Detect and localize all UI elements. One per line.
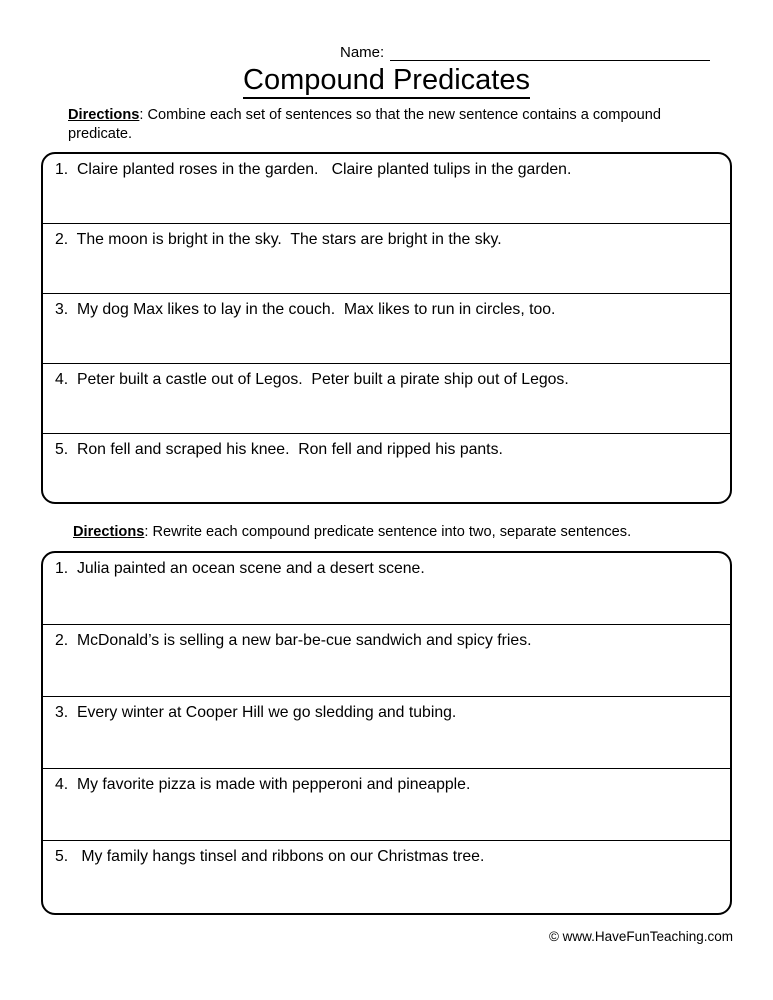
question-text: 1. Julia painted an ocean scene and a desert scene. (55, 560, 425, 577)
question-text: 3. My dog Max likes to lay in the couch. Max likes to run in circles, too. (55, 301, 556, 318)
answer-box-1 (41, 152, 732, 504)
question-text: 3. Every winter at Cooper Hill we go sledding and tubing. (55, 704, 457, 721)
answer-row[interactable] (43, 434, 730, 504)
answer-row[interactable] (43, 841, 730, 915)
answer-row[interactable] (43, 553, 730, 625)
question-text: 2. McDonald’s is selling a new bar-be-cue sandwich and spicy fries. (55, 632, 532, 649)
question-text: 5. My family hangs tinsel and ribbons on our Christmas tree. (55, 848, 485, 865)
directions-label-2: Directions (73, 524, 145, 540)
directions-text-1: : Combine each set of sentences so that the new sentence contains a compound predicate. (68, 107, 662, 142)
answer-row[interactable] (43, 294, 730, 364)
question-text: 4. Peter built a castle out of Legos. Peter built a pirate ship out of Legos. (55, 371, 569, 388)
answer-row[interactable] (43, 364, 730, 434)
directions-1 (68, 106, 688, 144)
directions-2 (73, 523, 713, 542)
name-field-row (340, 44, 710, 61)
question-text: 5. Ron fell and scraped his knee. Ron fell and ripped his pants. (55, 441, 503, 458)
answer-row[interactable] (43, 224, 730, 294)
page-title (0, 64, 773, 99)
answer-box-2 (41, 551, 732, 915)
answer-row[interactable] (43, 769, 730, 841)
directions-label-1: Directions (68, 107, 140, 123)
name-write-in-blank[interactable] (390, 45, 710, 61)
page-title-text: Compound Predicates (243, 64, 530, 99)
answer-row[interactable] (43, 625, 730, 697)
directions-text-2: : Rewrite each compound predicate sentence into two, separate sentences. (144, 524, 632, 540)
answer-row[interactable] (43, 154, 730, 224)
question-text: 2. The moon is bright in the sky. The stars are bright in the sky. (55, 231, 502, 248)
footer-copyright: © www.HaveFunTeaching.com (548, 929, 733, 944)
question-text: 4. My favorite pizza is made with pepperoni and pineapple. (55, 776, 471, 793)
answer-row[interactable] (43, 697, 730, 769)
name-label: Name: (340, 44, 385, 61)
question-text: 1. Claire planted roses in the garden. Claire planted tulips in the garden. (55, 161, 572, 178)
